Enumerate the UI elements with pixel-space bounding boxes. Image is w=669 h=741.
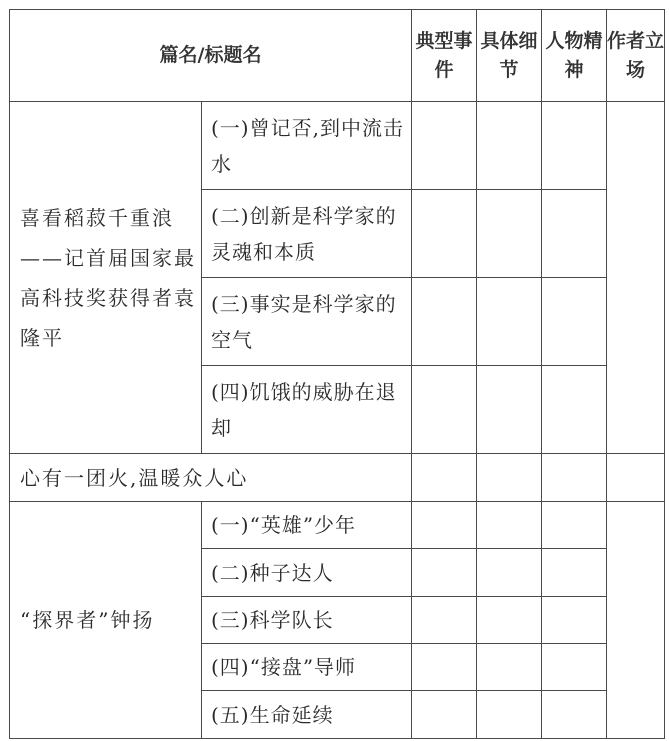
- header-author-stance: 作者立场: [607, 10, 665, 102]
- answer-cell[interactable]: [542, 278, 607, 366]
- subtitle-cell: (五)生命延续: [202, 691, 412, 739]
- table-row: [10, 454, 665, 502]
- reading-worksheet-table: [9, 9, 665, 739]
- answer-cell[interactable]: [542, 549, 607, 597]
- answer-cell[interactable]: [477, 597, 542, 644]
- header-typical-events: 典型事件: [412, 10, 477, 102]
- subtitle-cell: (四)饥饿的威胁在退却: [202, 366, 412, 454]
- answer-cell[interactable]: [477, 366, 542, 454]
- answer-cell[interactable]: [542, 366, 607, 454]
- answer-cell[interactable]: [477, 454, 542, 502]
- answer-cell-stance[interactable]: [607, 502, 665, 739]
- section-title-warm-heart: 心有一团火,温暖众人心: [10, 454, 412, 502]
- header-specific-details: 具体细节: [477, 10, 542, 102]
- answer-cell[interactable]: [412, 278, 477, 366]
- answer-cell[interactable]: [412, 102, 477, 190]
- answer-cell[interactable]: [477, 278, 542, 366]
- answer-cell[interactable]: [412, 366, 477, 454]
- answer-cell[interactable]: [542, 502, 607, 549]
- section-title-yuan-longping: 喜看稻菽千重浪——记首届国家最高科技奖获得者袁隆平: [10, 102, 202, 454]
- answer-cell-stance[interactable]: [607, 454, 665, 502]
- subtitle-cell: (二)创新是科学家的灵魂和本质: [202, 190, 412, 278]
- section-title-zhong-yang: “探界者”钟扬: [10, 502, 202, 739]
- answer-cell[interactable]: [412, 597, 477, 644]
- answer-cell[interactable]: [477, 190, 542, 278]
- answer-cell[interactable]: [477, 691, 542, 739]
- subtitle-cell: (一)“英雄”少年: [202, 502, 412, 549]
- answer-cell[interactable]: [542, 102, 607, 190]
- subtitle-cell: (三)科学队长: [202, 597, 412, 644]
- table-row: [10, 502, 665, 549]
- answer-cell[interactable]: [542, 454, 607, 502]
- subtitle-cell: (三)事实是科学家的空气: [202, 278, 412, 366]
- subtitle-cell: (四)“接盘”导师: [202, 644, 412, 691]
- answer-cell[interactable]: [412, 549, 477, 597]
- header-character-spirit: 人物精神: [542, 10, 607, 102]
- answer-cell[interactable]: [542, 691, 607, 739]
- answer-cell[interactable]: [412, 190, 477, 278]
- answer-cell[interactable]: [477, 102, 542, 190]
- table-header-row: [10, 10, 665, 102]
- answer-cell[interactable]: [542, 597, 607, 644]
- answer-cell[interactable]: [412, 502, 477, 549]
- answer-cell[interactable]: [412, 454, 477, 502]
- answer-cell[interactable]: [477, 644, 542, 691]
- table-row: [10, 102, 665, 190]
- answer-cell[interactable]: [412, 644, 477, 691]
- answer-cell[interactable]: [477, 502, 542, 549]
- answer-cell[interactable]: [542, 644, 607, 691]
- subtitle-cell: (一)曾记否,到中流击水: [202, 102, 412, 190]
- answer-cell[interactable]: [542, 190, 607, 278]
- subtitle-cell: (二)种子达人: [202, 549, 412, 597]
- header-title-cell: 篇名/标题名: [10, 10, 412, 102]
- answer-cell-stance[interactable]: [607, 102, 665, 454]
- answer-cell[interactable]: [412, 691, 477, 739]
- answer-cell[interactable]: [477, 549, 542, 597]
